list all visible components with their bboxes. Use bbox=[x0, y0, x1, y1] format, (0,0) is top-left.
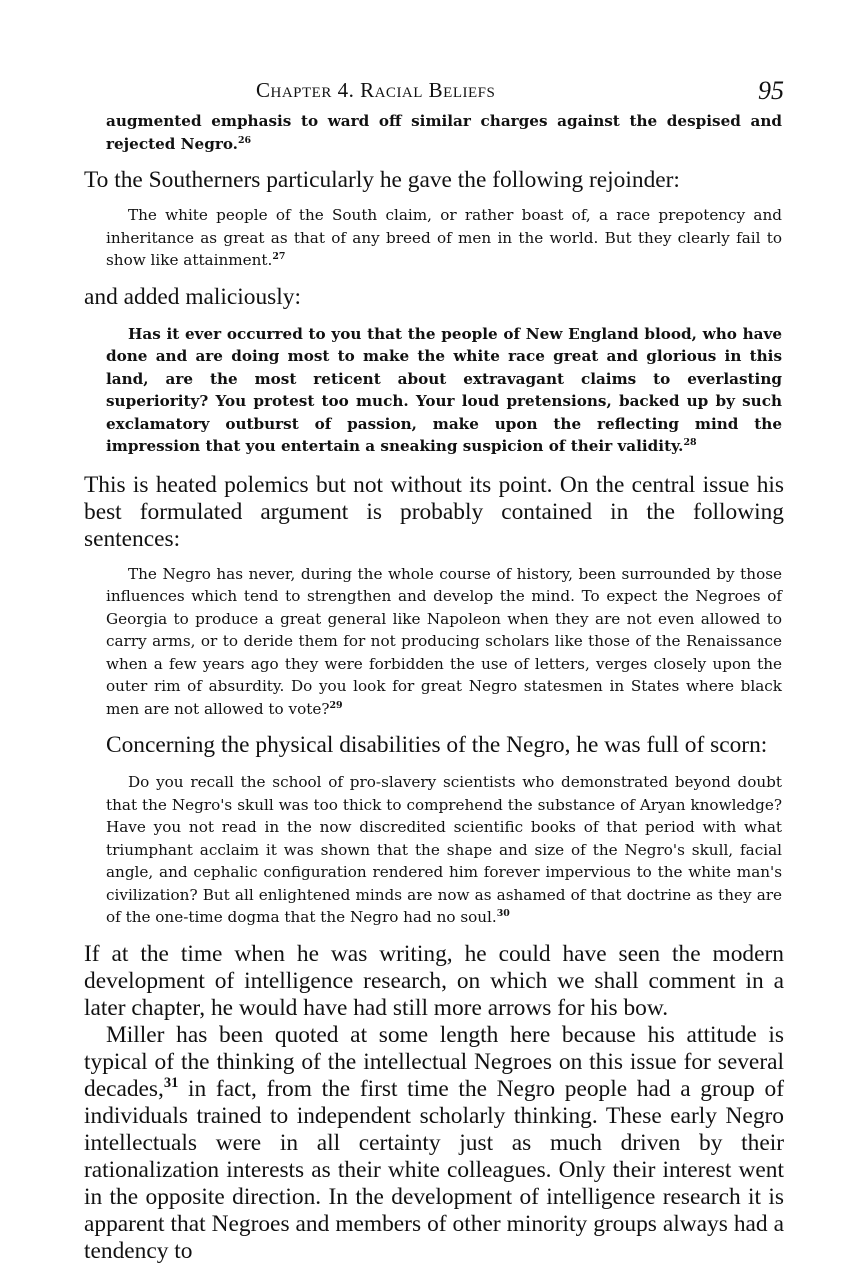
lead-in-paragraph: and added maliciously: bbox=[84, 283, 301, 310]
paragraph-text: in fact, from the first time the Negro people had a group of individuals trained to independent scholarly thinking. These early Negro intellectuals were in all certainty just as much driven by their rationalization interests as their white colleagues. Only their interest went in the opposite direction. In the development of intelligence research it is apparent that Negroes and members of other minority groups always had a tendency to bbox=[84, 1075, 784, 1264]
page-body bbox=[84, 110, 784, 1265]
quote-text: augmented emphasis to ward off similar charges against the despised and rejected Negro. bbox=[106, 112, 782, 153]
lead-in-paragraph: Concerning the physical disabilities of the Negro, he was full of scorn: bbox=[106, 732, 768, 758]
lead-in-paragraph: To the Southerners particularly he gave the following rejoinder: bbox=[84, 167, 680, 193]
quote-text: Do you recall the school of pro-slavery scientists who demonstrated beyond doubt that the Negro's skull was too thick to comprehend the substance of Aryan knowledge? Have you not read in the now discredited scientific books of that period with what triumphant acclaim it was shown that the shape and size of the Negro's skull, facial angle, and cephalic configuration rendered him forever impervious to the white man's civilization? But all enlightened minds are now as ashamed of that doctrine as they are of the one-time dogma that the Negro had no soul. bbox=[106, 773, 782, 926]
block-quote bbox=[84, 204, 784, 272]
block-quote bbox=[84, 771, 784, 929]
body-paragraph: If at the time when he was writing, he could have seen the modern development of intelligence research, on which we shall comment in a later chapter, he would have had still more arrows for his bow. bbox=[84, 940, 784, 1021]
quote-text: Has it ever occurred to you that the people of New England blood, who have done and are doing most to make the white race great and glorious in this land, are the most reticent about extravagant claims to everlasting superiority? You protest too much. Your loud pretensions, backed up by such exclamatory outburst of passion, make upon the reflecting mind the impression that you entertain a sneaking suspicion of their validity. bbox=[106, 324, 782, 455]
footnote-ref: 30 bbox=[496, 907, 510, 919]
page-number: 95 bbox=[758, 76, 784, 105]
footnote-ref: 26 bbox=[237, 134, 252, 146]
quote-text: The white people of the South claim, or rather boast of, a race prepotency and inheritance as great as that of any breed of men in the world. But they clearly fail to show like attainment. bbox=[106, 206, 782, 269]
block-quote bbox=[84, 323, 784, 458]
body-paragraph: This is heated polemics but not without its point. On the central issue his best formulated argument is probably contained in the following sentences: bbox=[84, 471, 784, 552]
footnote-ref: 28 bbox=[683, 436, 697, 448]
footnote-ref: 31 bbox=[163, 1074, 179, 1091]
page-header bbox=[84, 70, 784, 110]
running-head-chapter-title: Chapter 4. Racial Beliefs bbox=[256, 78, 496, 102]
quote-text: The Negro has never, during the whole course of history, been surrounded by those influences which tend to strengthen and develop the mind. To expect the Negroes of Georgia to produce a great general like Napoleon when they are not even allowed to carry arms, or to deride them for not producing scholars like those of the Renaissance when a few years ago they were forbidden the use of letters, verges closely upon the outer rim of absurdity. Do you look for great Negro statesmen in States where black men are not allowed to vote? bbox=[106, 564, 782, 718]
footnote-ref: 29 bbox=[329, 699, 343, 711]
paragraph-text: Miller has been quoted at some length here because his attitude is typical of the thinking of the intellectual Negroes on this issue for several decades, bbox=[84, 1021, 784, 1102]
footnote-ref: 27 bbox=[272, 250, 286, 262]
block-quote-continued bbox=[84, 110, 784, 155]
block-quote bbox=[84, 563, 784, 721]
body-paragraph bbox=[84, 1022, 784, 1265]
